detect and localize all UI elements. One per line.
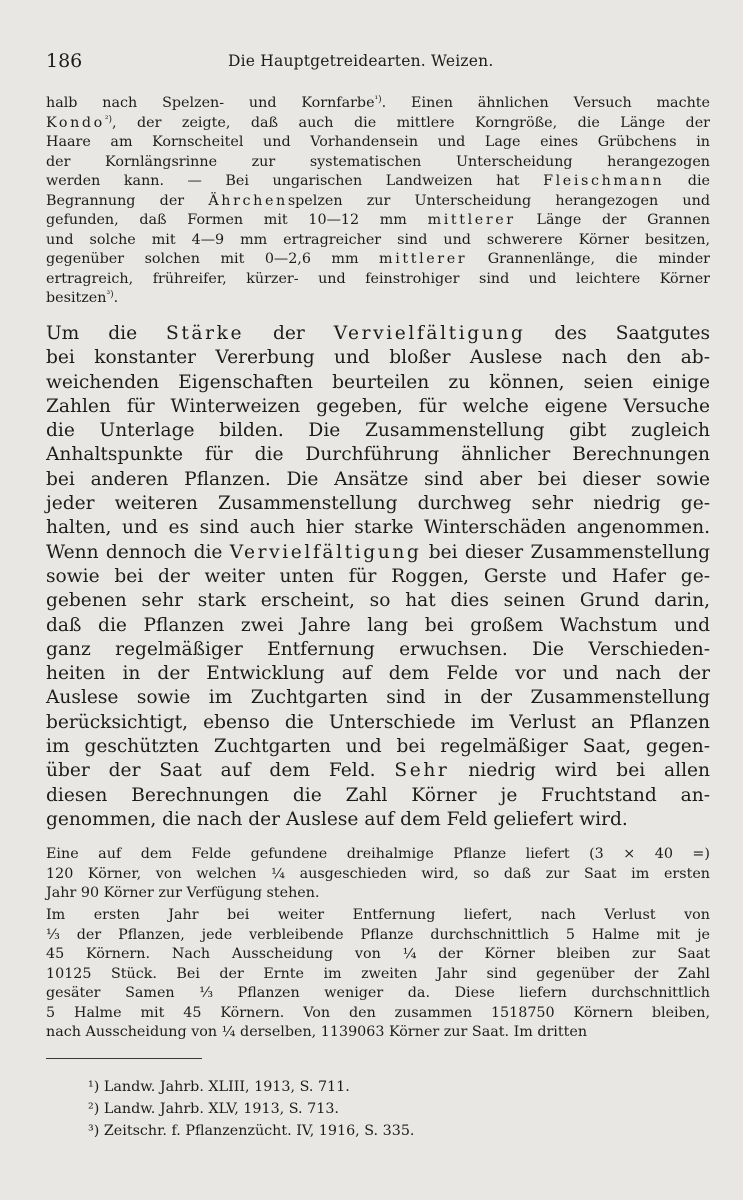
footnote-text: Landw. Jahrb. XLIII, 1913, S. 711.	[103, 1079, 350, 1095]
text-line: diesen Berechnungen die Zahl Körner je Fruchtstand an-	[46, 784, 710, 806]
text-line: Anhaltspunkte für die Durchführung ähnlicher Berechnungen	[46, 444, 710, 466]
text-line: Begrannung der Ährchenspelzen zur Unterscheidung herangezogen und	[46, 192, 710, 209]
footnote-1	[88, 1077, 350, 1097]
footnote-3	[88, 1121, 414, 1141]
running-title: Die Hauptgetreidearten. Weizen.	[228, 52, 494, 70]
text-line: der Kornlängsrinne zur systematischen Unterscheidung herangezogen	[46, 153, 710, 170]
paragraph-example-plant	[46, 845, 710, 904]
text-line: Zahlen für Winterweizen gegeben, für welche eigene Versuche	[46, 395, 710, 417]
text-line: Kondo$^{^2)}$, der zeigte, daß auch die mittlere Korngröße, die Länge der	[46, 114, 710, 131]
text-line: gefunden, daß Formen mit 10—12 mm mittlerer Länge der Grannen	[46, 212, 710, 228]
paragraph-multiplication-rate	[46, 322, 710, 832]
text-line: 10125 Stück. Bei der Ernte im zweiten Jahr sind gegenüber der Zahl	[46, 965, 710, 982]
page-number: 186	[46, 50, 83, 72]
paragraph-first-year-calculation	[46, 906, 710, 1043]
text-line: ⅓ der Pflanzen, jede verbleibende Pflanze durchschnittlich 5 Halme mit je	[46, 926, 710, 943]
text-line: bei anderen Pflanzen. Die Ansätze sind aber bei dieser sowie	[46, 468, 710, 490]
footnote-rule	[46, 1058, 202, 1059]
text-line: Im ersten Jahr bei weiter Entfernung liefert, nach Verlust von	[46, 907, 710, 923]
text-line: Eine auf dem Felde gefundene dreihalmige Pflanze liefert (3 × 40 =)	[46, 846, 710, 862]
text-line: ertragreich, frühreifer, kürzer- und feinstrohiger sind und leichtere Körner	[46, 270, 710, 287]
text-line: sowie bei der weiter unten für Roggen, Gerste und Hafer ge-	[46, 565, 710, 587]
text-line: genommen, die nach der Auslese auf dem Feld geliefert wird.	[46, 808, 628, 830]
text-line: ganz regelmäßiger Entfernung erwuchsen. Die Verschieden-	[46, 638, 710, 660]
text-line: halb nach Spelzen- und Kornfarbe$^{^1)}$. Einen ähnlichen Versuch machte	[46, 95, 710, 111]
footnote-marker: ¹)	[88, 1079, 100, 1095]
text-line: heiten in der Entwicklung auf dem Felde vor und nach der	[46, 663, 710, 685]
text-line: gebenen sehr stark erscheint, so hat dies seinen Grund darin,	[46, 590, 710, 612]
text-line: und solche mit 4—9 mm ertragreicher sind und schwerere Körner besitzen,	[46, 231, 710, 248]
footnote-text: Zeitschr. f. Pflanzenzücht. IV, 1916, S. 335.	[103, 1123, 415, 1139]
footnote-marker: ²)	[88, 1101, 100, 1117]
text-line: weichenden Eigenschaften beurteilen zu können, seien einige	[46, 371, 710, 393]
text-line: berücksichtigt, ebenso die Unterschiede im Verlust an Pflanzen	[46, 711, 710, 733]
text-line: Jahr 90 Körner zur Verfügung stehen.	[46, 885, 320, 901]
text-line: Um die Stärke der Vervielfältigung des Saatgutes	[46, 323, 711, 344]
footnote-text: Landw. Jahrb. XLV, 1913, S. 713.	[103, 1101, 339, 1117]
text-line: gegenüber solchen mit 0—2,6 mm mittlerer Grannenlänge, die minder	[46, 251, 710, 267]
paragraph-breeding-methods	[46, 94, 710, 309]
text-line: nach Ausscheidung von ¼ derselben, 1139063 Körner zur Saat. Im dritten	[46, 1024, 588, 1040]
text-line: 5 Halme mit 45 Körnern. Von den zusammen 1518750 Körnern bleiben,	[46, 1004, 710, 1021]
text-line: 120 Körner, von welchen ¼ ausgeschieden wird, so daß zur Saat im ersten	[46, 865, 710, 882]
text-line: im geschützten Zuchtgarten und bei regelmäßiger Saat, gegen-	[46, 736, 710, 758]
text-line: werden kann. — Bei ungarischen Landweizen hat Fleischmann die	[46, 173, 710, 189]
text-line: gesäter Samen ⅓ Pflanzen weniger da. Diese liefern durchschnittlich	[46, 985, 710, 1001]
text-line: daß die Pflanzen zwei Jahre lang bei großem Wachstum und	[46, 614, 710, 636]
text-line: Haare am Kornscheitel und Vorhandensein und Lage eines Grübchens in	[46, 134, 710, 150]
text-line: 45 Körnern. Nach Ausscheidung von ¼ der Körner bleiben zur Saat	[46, 946, 710, 962]
text-line: bei konstanter Vererbung und bloßer Auslese nach den ab-	[46, 347, 710, 369]
page-header	[46, 50, 703, 74]
text-line: jeder weiteren Zusammenstellung durchweg sehr niedrig ge-	[46, 493, 710, 515]
text-line: halten, und es sind auch hier starke Winterschäden angenommen.	[46, 517, 710, 539]
text-line: Auslese sowie im Zuchtgarten sind in der Zusammenstellung	[46, 687, 710, 709]
text-line: über der Saat auf dem Feld. Sehr niedrig wird bei allen	[46, 760, 710, 782]
text-line: Wenn dennoch die Vervielfältigung bei dieser Zusammenstellung	[46, 541, 710, 563]
footnote-2	[88, 1099, 339, 1119]
footnote-marker: ³)	[88, 1123, 100, 1139]
text-line: die Unterlage bilden. Die Zusammenstellung gibt zugleich	[46, 420, 710, 442]
text-line: besitzen$^{^3)}$.	[46, 290, 119, 306]
